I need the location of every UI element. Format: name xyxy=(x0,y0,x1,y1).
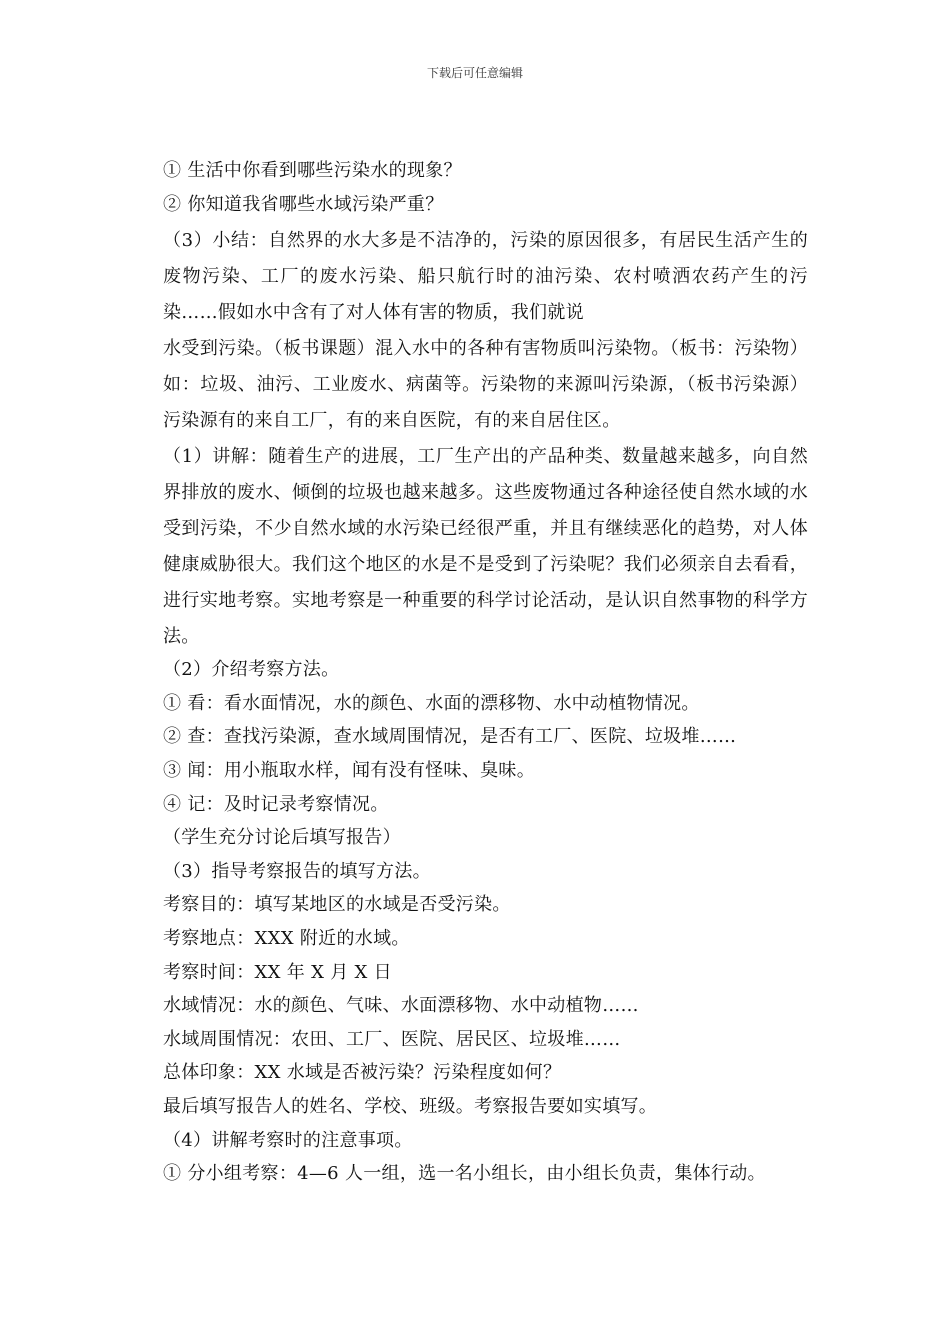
method-item-smell: ③ 闻：用小瓶取水样，闻有没有怪味、臭味。 xyxy=(163,759,536,781)
explanation-paragraph: （1）讲解：随着生产的进展，工厂生产出的产品种类、数量越来越多，向自然界排放的废水、倾倒的垃圾也越来越多。这些废物通过各种途径使自然水域的水受到污染，不少自然水域的水污染已经很严重，并且有继续恶化的趋势，对人体健康威胁很大。我们这个地区的水是不是受到了污染呢？我们必须亲自去看看，进行实地考察。实地考察是一种重要的科学讨论活动，是认识自然事物的科学方法。 xyxy=(163,446,808,648)
method-item-record: ④ 记：及时记录考察情况。 xyxy=(163,793,389,815)
report-field-location: 考察地点：XXX 附近的水域。 xyxy=(163,927,410,949)
report-guide-heading: （3）指导考察报告的填写方法。 xyxy=(163,860,431,882)
student-discussion-note: （学生充分讨论后填写报告） xyxy=(163,827,401,849)
method-item-check: ② 查：查找污染源，查水域周围情况，是否有工厂、医院、垃圾堆…… xyxy=(163,726,737,748)
report-final-note: 最后填写报告人的姓名、学校、班级。考察报告要如实填写。 xyxy=(163,1095,658,1117)
question-item-1: ① 生活中你看到哪些污染水的现象？ xyxy=(163,160,462,181)
document-body xyxy=(163,156,808,1193)
report-field-impression: 总体印象：XX 水域是否被污染？污染程度如何？ xyxy=(163,1062,562,1084)
method-heading: （2）介绍考察方法。 xyxy=(163,659,340,681)
report-field-surroundings: 水域周围情况：农田、工厂、医院、居民区、垃圾堆…… xyxy=(163,1028,621,1050)
summary-paragraph: （3）小结：自然界的水大多是不洁净的，污染的原因很多，有居民生活产生的废物污染、工厂的废水污染、船只航行时的油污染、农村喷洒农药产生的污染……假如水中含有了对人体有害的物质，我们就说 xyxy=(163,230,808,324)
precaution-item-1: ① 分小组考察：4—6 人一组，选一名小组长，由小组长负责，集体行动。 xyxy=(163,1163,766,1185)
method-item-look: ① 看：看水面情况，水的颜色、水面的漂移物、水中动植物情况。 xyxy=(163,692,700,714)
report-field-purpose: 考察目的：填写某地区的水域是否受污染。 xyxy=(163,894,511,916)
precautions-heading: （4）讲解考察时的注意事项。 xyxy=(163,1129,413,1151)
report-field-water-condition: 水域情况：水的颜色、气味、水面漂移物、水中动植物…… xyxy=(163,995,639,1017)
question-item-2: ② 你知道我省哪些水域污染严重？ xyxy=(163,193,444,215)
pollution-definition-paragraph: 水受到污染。（板书课题）混入水中的各种有害物质叫污染物。（板书：污染物）如：垃圾、油污、工业废水、病菌等。污染物的来源叫污染源，（板书污染源）污染源有的来自工厂，有的来自医院，有的来自居住区。 xyxy=(163,338,808,432)
page-header: 下载后可任意编辑 xyxy=(426,66,523,80)
report-field-time: 考察时间：XX 年 X 月 X 日 xyxy=(163,961,392,983)
